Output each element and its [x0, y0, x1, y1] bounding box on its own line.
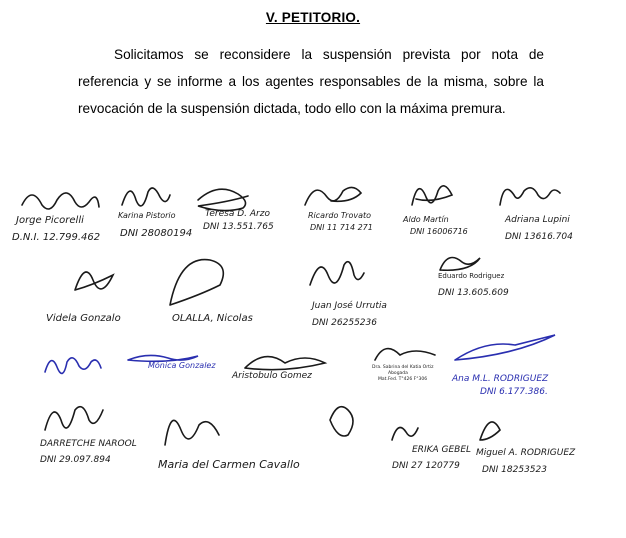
- signature-dni-1: D.N.I. 12.799.462: [12, 232, 101, 243]
- signature-name-15: DARRETCHE NAROOL: [40, 439, 137, 449]
- signature-name-7: Eduardo Rodriguez: [438, 272, 505, 280]
- signature-name-1: Jorge Picorelli: [16, 215, 84, 226]
- signature-scribble-2: [122, 188, 170, 206]
- signature-scribble-8: [75, 272, 113, 290]
- signature-scribble-10: [310, 262, 364, 285]
- signature-dni-18: DNI 18253523: [482, 465, 547, 475]
- signature-name-10: Juan José Urrutia: [312, 301, 387, 311]
- signature-name-2: Karina Pistorio: [118, 211, 176, 220]
- signature-dni-10: DNI 26255236: [312, 318, 377, 328]
- signature-scribble-6: [500, 188, 560, 205]
- signature-name-9: OLALLA, Nicolas: [172, 313, 253, 324]
- signature-name-18: Miguel A. RODRIGUEZ: [476, 448, 576, 458]
- signature-dni-6: DNI 13616.704: [505, 232, 573, 242]
- stamp-line-2: Abogada: [388, 371, 408, 376]
- signature-name-12: Aristobulo Gomez: [232, 371, 312, 381]
- stamp-line-3: Mat.Fed. T°426 F°306: [378, 377, 428, 382]
- signature-name-11: Mónica Gonzalez: [148, 361, 216, 370]
- signature-dni-4: DNI 11 714 271: [310, 223, 373, 232]
- signature-dni-17: DNI 27 120779: [392, 461, 460, 471]
- signature-scribble-16: [165, 420, 219, 445]
- signature-scribble-1: [22, 193, 99, 209]
- signature-scribble-4: [305, 187, 361, 205]
- signature-scribble-9: [170, 260, 223, 305]
- signature-scribble-7: [440, 258, 480, 271]
- signature-scribble-5: [412, 186, 452, 205]
- signature-dni-5: DNI 16006716: [410, 227, 468, 236]
- section-heading: V. PETITORIO.: [265, 10, 361, 25]
- stamp-line-1: Dra. Sabrina del Katia Ortiz: [372, 365, 434, 370]
- signature-name-3: Teresa D. Arzo: [205, 209, 270, 219]
- signature-name-17: ERIKA GEBEL: [412, 445, 472, 455]
- signature-name-5: Aldo Martín: [403, 215, 449, 224]
- signature-dni-15: DNI 29.097.894: [40, 455, 111, 465]
- signature-dni-7: DNI 13.605.609: [438, 288, 509, 298]
- signature-name-6: Adriana Lupini: [505, 215, 570, 225]
- petition-text: Solicitamos se reconsidere la suspensión prevista por nota de referencia y se informe a los agentes responsables de la misma, sobre la revocación de la suspensión dictada, todo ello con la máxima premura.: [78, 47, 544, 116]
- signature-scribble-12: [245, 357, 325, 370]
- signature-scribble-14: [455, 335, 555, 360]
- signature-scribble-18: [480, 422, 500, 440]
- signature-name-14: Ana M.L. RODRIGUEZ: [452, 374, 549, 384]
- signature-name-16: Maria del Carmen Cavallo: [158, 458, 300, 471]
- signature-name-4: Ricardo Trovato: [308, 211, 372, 220]
- signature-name-8: Videla Gonzalo: [46, 313, 121, 324]
- signature-scribble-15: [45, 407, 103, 430]
- signature-scribble-blue-1: [45, 358, 101, 374]
- signature-scribble-17: [392, 428, 418, 441]
- signature-dni-3: DNI 13.551.765: [203, 222, 274, 232]
- signature-dni-2: DNI 28080194: [120, 228, 193, 239]
- signature-dni-14: DNI 6.177.386.: [480, 387, 548, 397]
- signature-scribble-3: [198, 189, 248, 210]
- signature-scribble-13: [375, 349, 435, 360]
- signature-scribble-19: [330, 407, 353, 436]
